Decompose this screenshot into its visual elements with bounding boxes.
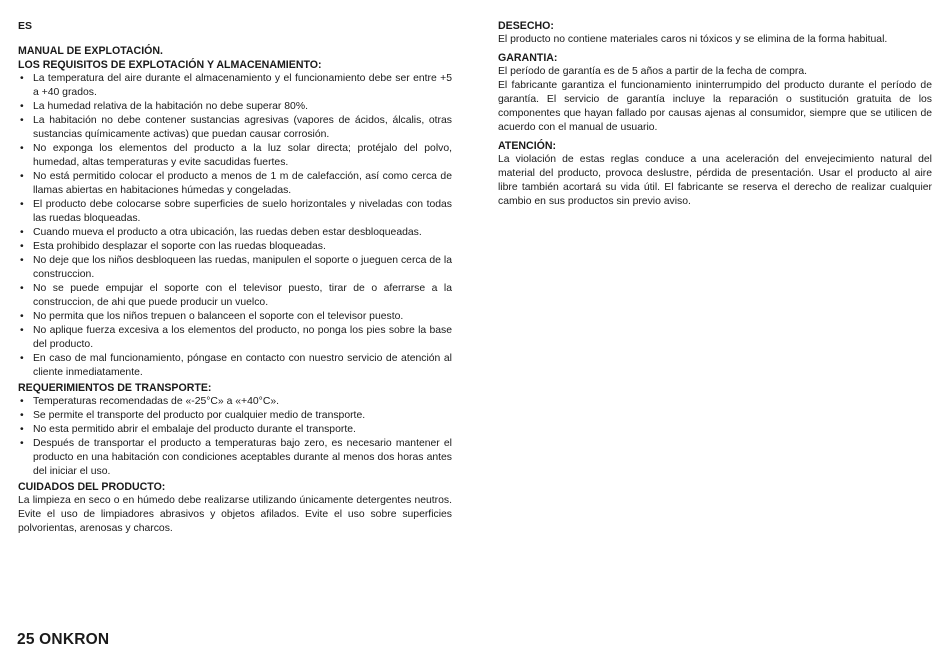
brand-logo: ONKRON bbox=[39, 631, 110, 648]
list-item: • Esta prohibido desplazar el soporte con las ruedas bloqueadas. bbox=[18, 240, 452, 254]
care-heading: CUIDADOS DEL PRODUCTO: bbox=[18, 481, 166, 493]
warranty-section bbox=[498, 51, 932, 135]
list-item: • No aplique fuerza excesiva a los elementos del producto, no ponga los pies sobre la base del producto. bbox=[18, 324, 452, 352]
language-code: ES bbox=[18, 20, 33, 32]
warranty-heading: GARANTIA: bbox=[498, 52, 558, 64]
operation-heading: LOS REQUISITOS DE EXPLOTACIÓN Y ALMACENAMIENTO: bbox=[18, 59, 322, 71]
left-column bbox=[18, 19, 452, 536]
care-section bbox=[18, 480, 452, 536]
disposal-heading: DESECHO: bbox=[498, 20, 554, 32]
list-item: • Temperaturas recomendadas de «-25°C» a «+40°C». bbox=[18, 395, 452, 409]
disposal-section bbox=[498, 19, 932, 47]
transport-heading: REQUERIMIENTOS DE TRANSPORTE: bbox=[18, 382, 212, 394]
operation-list bbox=[18, 72, 452, 380]
list-item: • No deje que los niños desbloqueen las ruedas, manipulen el soporte o jueguen cerca de la construccion. bbox=[18, 254, 452, 282]
page-number: 25 bbox=[17, 631, 35, 648]
list-item: • La habitación no debe contener sustancias agresivas (vapores de ácidos, álcalis, otras sustancias químicamente activas) que puedan causar corrosión. bbox=[18, 114, 452, 142]
transport-list bbox=[18, 395, 452, 479]
list-item: • No permita que los niños trepuen o balanceen el soporte con el televisor puesto. bbox=[18, 310, 452, 324]
attention-heading: ATENCIÓN: bbox=[498, 140, 557, 152]
list-item: • La temperatura del aire durante el almacenamiento y el funcionamiento debe ser entre +5 a +40 grados. bbox=[18, 72, 452, 100]
list-item: • La humedad relativa de la habitación no debe superar 80%. bbox=[18, 100, 452, 114]
manual-title: MANUAL DE EXPLOTACIÓN. bbox=[18, 45, 163, 57]
warranty-period-text: El período de garantía es de 5 años a partir de la fecha de compra. bbox=[498, 66, 808, 77]
list-item: • Se permite el transporte del producto por cualquier medio de transporte. bbox=[18, 409, 452, 423]
transport-section bbox=[18, 381, 452, 479]
attention-section bbox=[498, 139, 932, 209]
attention-text: La violación de estas reglas conduce a una aceleración del envejecimiento natural del material del producto, provoca deslustre, pérdida de presentación. Usar el producto al aire libre también acortará su vida útil. El fabricante se reserva el derecho de realizar cualquier cambio en sus productos sin previo aviso. bbox=[498, 154, 932, 207]
list-item: • No exponga los elementos del producto a la luz solar directa; protéjalo del polvo, humedad, altas temperaturas y evite sacudidas fuertes. bbox=[18, 142, 452, 170]
list-item: • No se puede empujar el soporte con el televisor puesto, tirar de o aferrarse a la construccion, de ahi que puede producir un vuelco. bbox=[18, 282, 452, 310]
page-footer bbox=[17, 631, 109, 649]
list-item: • Después de transportar el producto a temperaturas bajo zero, es necesario mantener el producto en una habitación con condiciones aceptables durante al menos dos horas antes del iniciar el uso. bbox=[18, 437, 452, 479]
disposal-text: El producto no contiene materiales caros ni tóxicos y se elimina de la forma habitual. bbox=[498, 34, 888, 45]
list-item: • No está permitido colocar el producto a menos de 1 m de calefacción, así como cerca de llamas abiertas en habitaciones húmedas y congeladas. bbox=[18, 170, 452, 198]
list-item: • El producto debe colocarse sobre superficies de suelo horizontales y niveladas con todas las ruedas bloqueadas. bbox=[18, 198, 452, 226]
list-item: • Cuando mueva el producto a otra ubicación, las ruedas deben estar desbloqueadas. bbox=[18, 226, 452, 240]
care-text: La limpieza en seco o en húmedo debe realizarse utilizando únicamente detergentes neutros. Evite el uso de limpiadores abrasivos y objetos afilados. Evite el uso sobre superficies polvorientas, arenosas y charcos. bbox=[18, 495, 452, 534]
list-item: • No esta permitido abrir el embalaje del producto durante el transporte. bbox=[18, 423, 452, 437]
warranty-text: El fabricante garantiza el funcionamiento ininterrumpido del producto durante el período de garantía. El servicio de garantía incluye la reparación o sustitución gratuita de los componentes que hayan fallado por causas ajenas al consumidor, siempre que se utilicen de acuerdo con el manual de usuario. bbox=[498, 80, 932, 133]
right-column bbox=[498, 19, 932, 209]
list-item: • En caso de mal funcionamiento, póngase en contacto con nuestro servicio de atención al cliente inmediatamente. bbox=[18, 352, 452, 380]
